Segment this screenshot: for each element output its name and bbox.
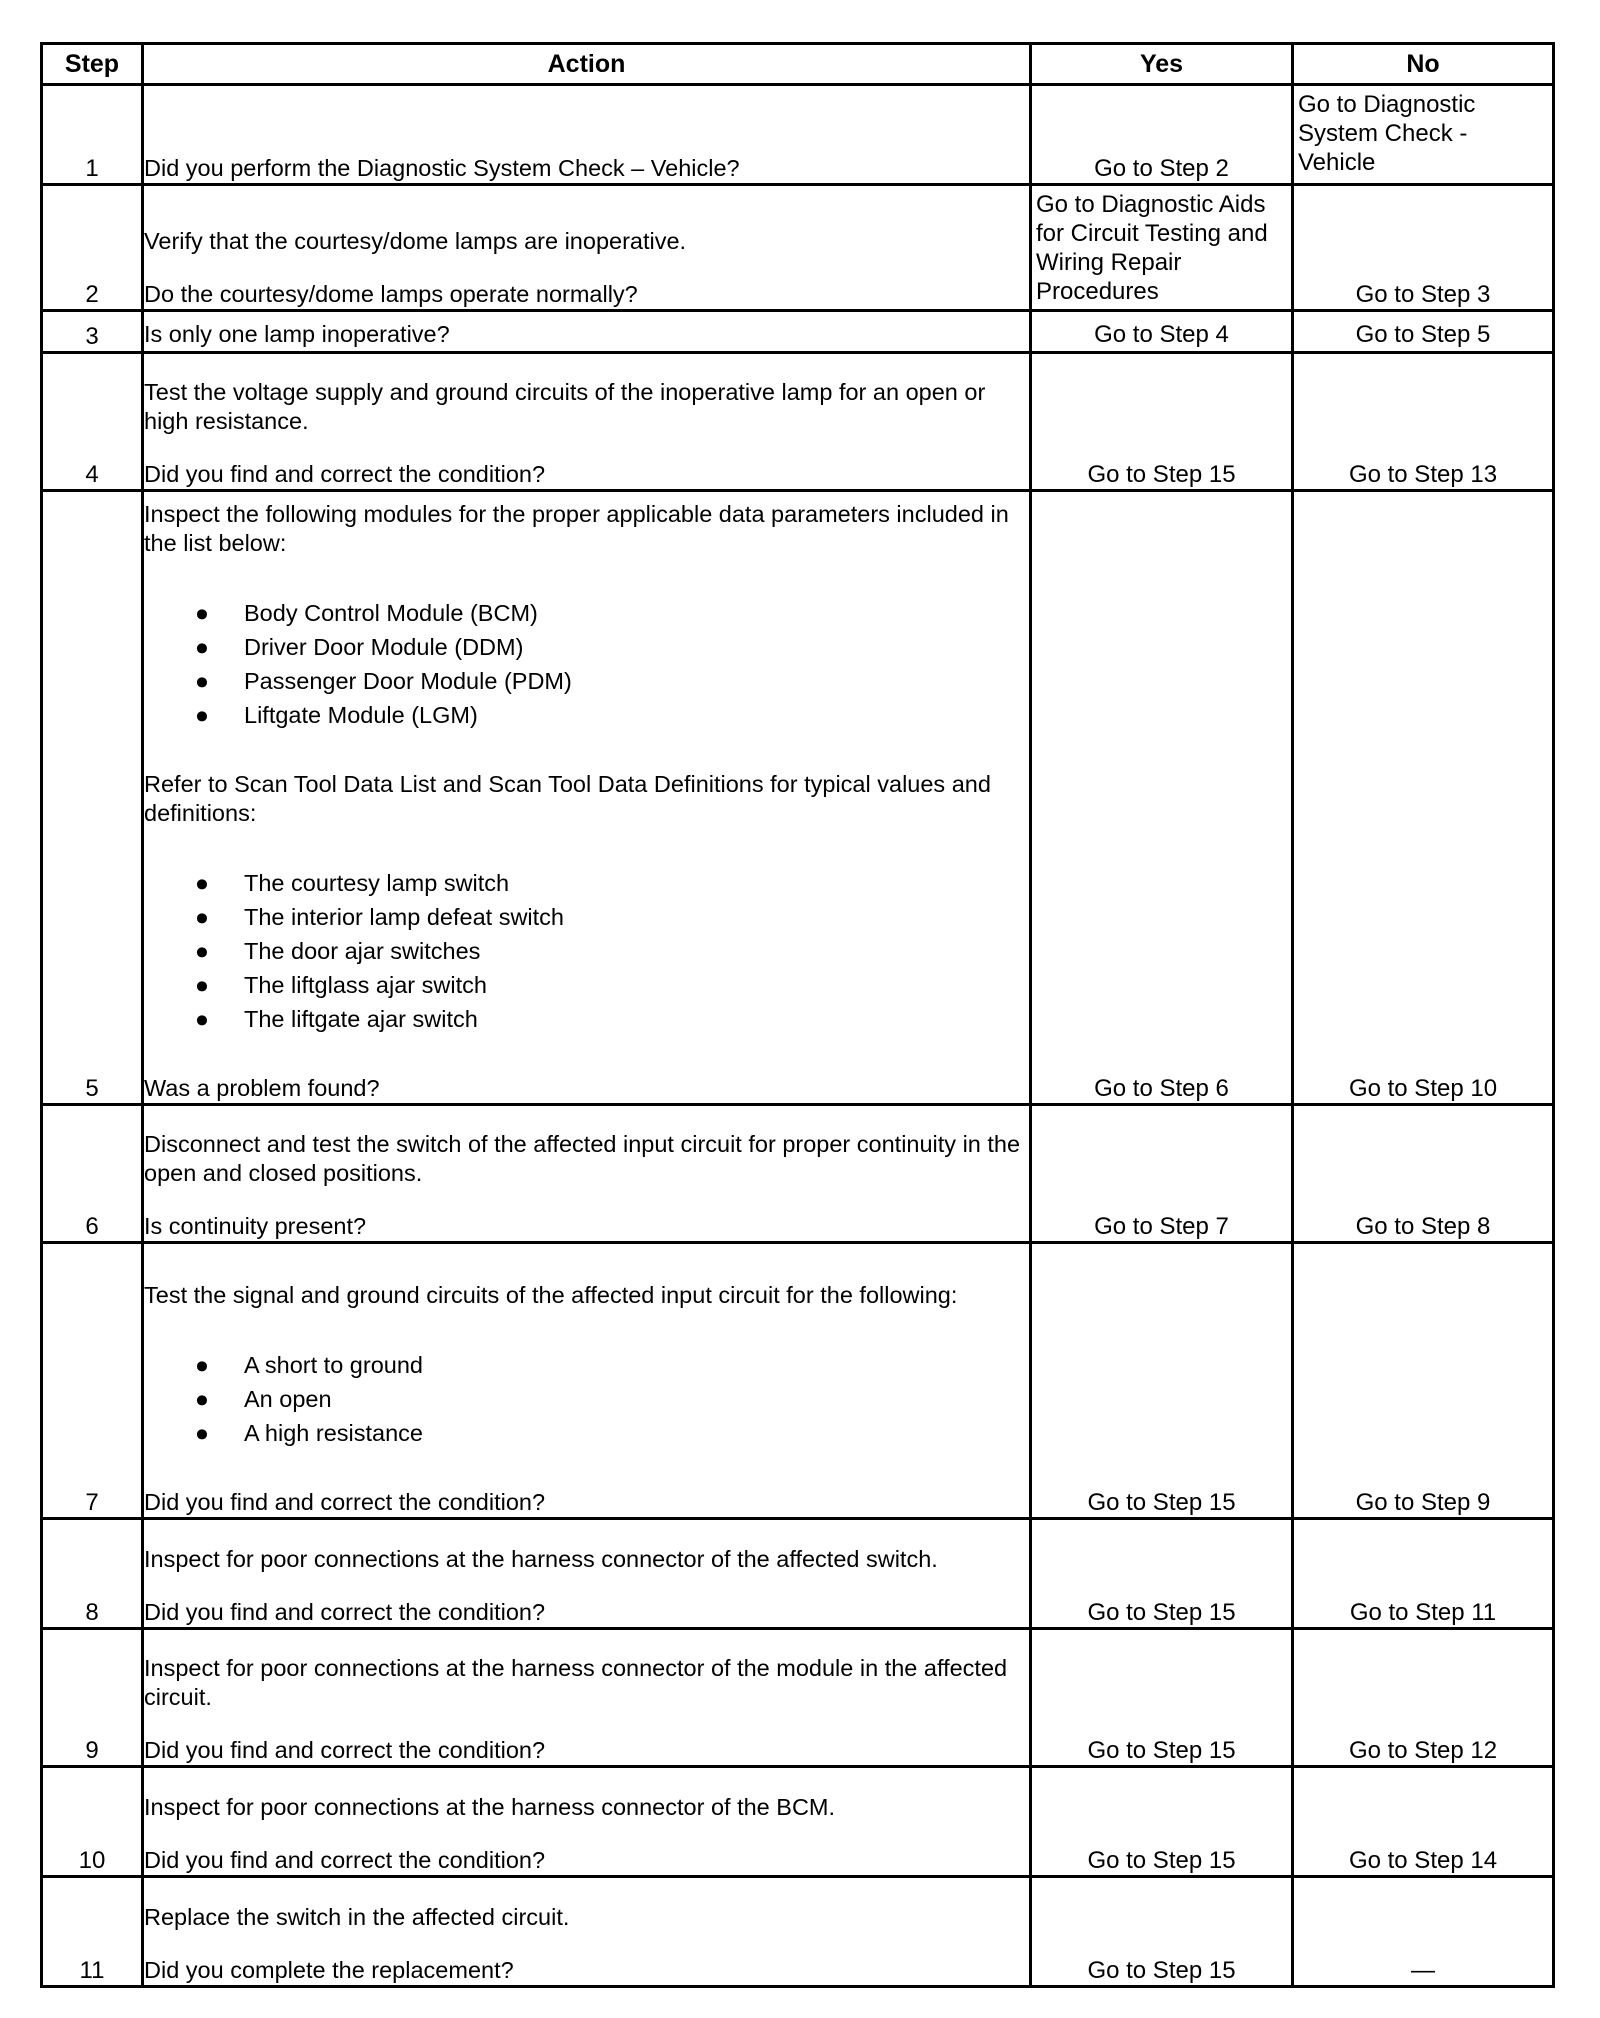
condition-list (144, 1348, 1029, 1450)
no-cell: Go to Step 10 (1293, 491, 1554, 1105)
action-question: Did you find and correct the condition? (144, 1489, 546, 1515)
yes-cell: Go to Step 15 (1031, 353, 1293, 491)
table-row-step-6 (42, 1105, 1554, 1243)
action-instruction: Inspect for poor connections at the harness connector of the BCM. (144, 1794, 836, 1820)
step-number: 7 (42, 1243, 143, 1519)
no-cell: Go to Step 5 (1293, 311, 1554, 353)
bullet-dot-icon: ● (194, 668, 210, 694)
bullet-dot-icon: ● (194, 702, 210, 728)
list-item: ● The door ajar switches (144, 934, 1029, 968)
table-row-step-9 (42, 1629, 1554, 1767)
action-cell (143, 185, 1031, 311)
step-number: 9 (42, 1629, 143, 1767)
action-question: Was a problem found? (144, 1075, 380, 1101)
action-cell (143, 1767, 1031, 1877)
yes-cell: Go to Step 15 (1031, 1243, 1293, 1519)
yes-cell: Go to Step 2 (1031, 85, 1293, 185)
table-row-step-4 (42, 353, 1554, 491)
action-cell (143, 1877, 1031, 1987)
step-number: 11 (42, 1877, 143, 1987)
step-number: 4 (42, 353, 143, 491)
no-cell: Go to Step 8 (1293, 1105, 1554, 1243)
action-question: Is only one lamp inoperative? (144, 321, 450, 347)
table-row-step-8 (42, 1519, 1554, 1629)
yes-cell: Go to Step 6 (1031, 491, 1293, 1105)
no-cell: Go to Step 14 (1293, 1767, 1554, 1877)
action-question: Do the courtesy/dome lamps operate normally? (144, 281, 638, 307)
header-no: No (1293, 44, 1554, 85)
action-cell (143, 1519, 1031, 1629)
action-question: Did you perform the Diagnostic System Check – Vehicle? (144, 155, 740, 181)
list-item: ● The liftglass ajar switch (144, 968, 1029, 1002)
action-question: Did you find and correct the condition? (144, 1847, 546, 1873)
action-instruction: Test the voltage supply and ground circuits of the inoperative lamp for an open or high resistance. (144, 379, 986, 434)
bullet-dot-icon: ● (194, 938, 210, 964)
table-row-step-2 (42, 185, 1554, 311)
action-question: Did you find and correct the condition? (144, 1599, 546, 1625)
table-row-step-1 (42, 85, 1554, 185)
action-cell (143, 311, 1031, 353)
list-item: ● The interior lamp defeat switch (144, 900, 1029, 934)
module-list (144, 596, 1029, 732)
list-item: ● A high resistance (144, 1416, 1029, 1450)
action-cell (143, 1243, 1031, 1519)
action-cell (143, 85, 1031, 185)
diagnostic-table (40, 42, 1555, 1988)
bullet-dot-icon: ● (194, 1386, 210, 1412)
action-question: Did you find and correct the condition? (144, 1737, 546, 1763)
no-cell: Go to Step 9 (1293, 1243, 1554, 1519)
list-item: ● The liftgate ajar switch (144, 1002, 1029, 1036)
table-row-step-3 (42, 311, 1554, 353)
no-cell: Go to Diagnostic System Check - Vehicle (1293, 85, 1554, 185)
yes-cell: Go to Step 15 (1031, 1519, 1293, 1629)
action-instruction: Replace the switch in the affected circuit. (144, 1904, 570, 1930)
table-row-step-11 (42, 1877, 1554, 1987)
table-row-step-5 (42, 491, 1554, 1105)
no-cell: Go to Step 11 (1293, 1519, 1554, 1629)
list-item: ● The courtesy lamp switch (144, 866, 1029, 900)
list-item: ● Body Control Module (BCM) (144, 596, 1029, 630)
bullet-dot-icon: ● (194, 1352, 210, 1378)
bullet-dot-icon: ● (194, 1420, 210, 1446)
step-number: 5 (42, 491, 143, 1105)
action-cell (143, 491, 1031, 1105)
step-number: 6 (42, 1105, 143, 1243)
action-cell (143, 353, 1031, 491)
yes-cell: Go to Step 7 (1031, 1105, 1293, 1243)
action-instruction: Disconnect and test the switch of the affected input circuit for proper continuity in the open and closed positions. (144, 1131, 1021, 1186)
yes-cell: Go to Step 15 (1031, 1877, 1293, 1987)
action-cell (143, 1105, 1031, 1243)
action-reference: Refer to Scan Tool Data List and Scan Tool Data Definitions for typical values and definitions: (144, 771, 991, 826)
bullet-dot-icon: ● (194, 870, 210, 896)
bullet-dot-icon: ● (194, 1006, 210, 1032)
yes-cell: Go to Step 15 (1031, 1767, 1293, 1877)
no-cell: Go to Step 13 (1293, 353, 1554, 491)
no-cell: Go to Step 12 (1293, 1629, 1554, 1767)
yes-cell: Go to Step 4 (1031, 311, 1293, 353)
action-instruction: Inspect for poor connections at the harness connector of the affected switch. (144, 1546, 938, 1572)
bullet-dot-icon: ● (194, 634, 210, 660)
action-instruction: Verify that the courtesy/dome lamps are inoperative. (144, 228, 687, 254)
list-item: ● An open (144, 1382, 1029, 1416)
bullet-dot-icon: ● (194, 600, 210, 626)
header-action: Action (143, 44, 1031, 85)
action-question: Did you complete the replacement? (144, 1957, 514, 1983)
step-number: 2 (42, 185, 143, 311)
switch-list (144, 866, 1029, 1036)
action-instruction: Inspect the following modules for the proper applicable data parameters included in the list below: (144, 501, 1009, 556)
action-instruction: Test the signal and ground circuits of the affected input circuit for the following: (144, 1282, 958, 1308)
list-item: ● A short to ground (144, 1348, 1029, 1382)
header-step: Step (42, 44, 143, 85)
bullet-dot-icon: ● (194, 904, 210, 930)
bullet-dot-icon: ● (194, 972, 210, 998)
action-question: Is continuity present? (144, 1213, 367, 1239)
table-row-step-10 (42, 1767, 1554, 1877)
step-number: 10 (42, 1767, 143, 1877)
list-item: ● Driver Door Module (DDM) (144, 630, 1029, 664)
action-instruction: Inspect for poor connections at the harness connector of the module in the affected circuit. (144, 1655, 1008, 1710)
step-number: 3 (42, 311, 143, 353)
action-question: Did you find and correct the condition? (144, 461, 546, 487)
header-row (42, 44, 1554, 85)
step-number: 1 (42, 85, 143, 185)
no-cell: — (1293, 1877, 1554, 1987)
list-item: ● Passenger Door Module (PDM) (144, 664, 1029, 698)
step-number: 8 (42, 1519, 143, 1629)
table-row-step-7 (42, 1243, 1554, 1519)
yes-cell: Go to Diagnostic Aids for Circuit Testing and Wiring Repair Procedures (1031, 185, 1293, 311)
list-item: ● Liftgate Module (LGM) (144, 698, 1029, 732)
yes-cell: Go to Step 15 (1031, 1629, 1293, 1767)
header-yes: Yes (1031, 44, 1293, 85)
action-cell (143, 1629, 1031, 1767)
no-cell: Go to Step 3 (1293, 185, 1554, 311)
